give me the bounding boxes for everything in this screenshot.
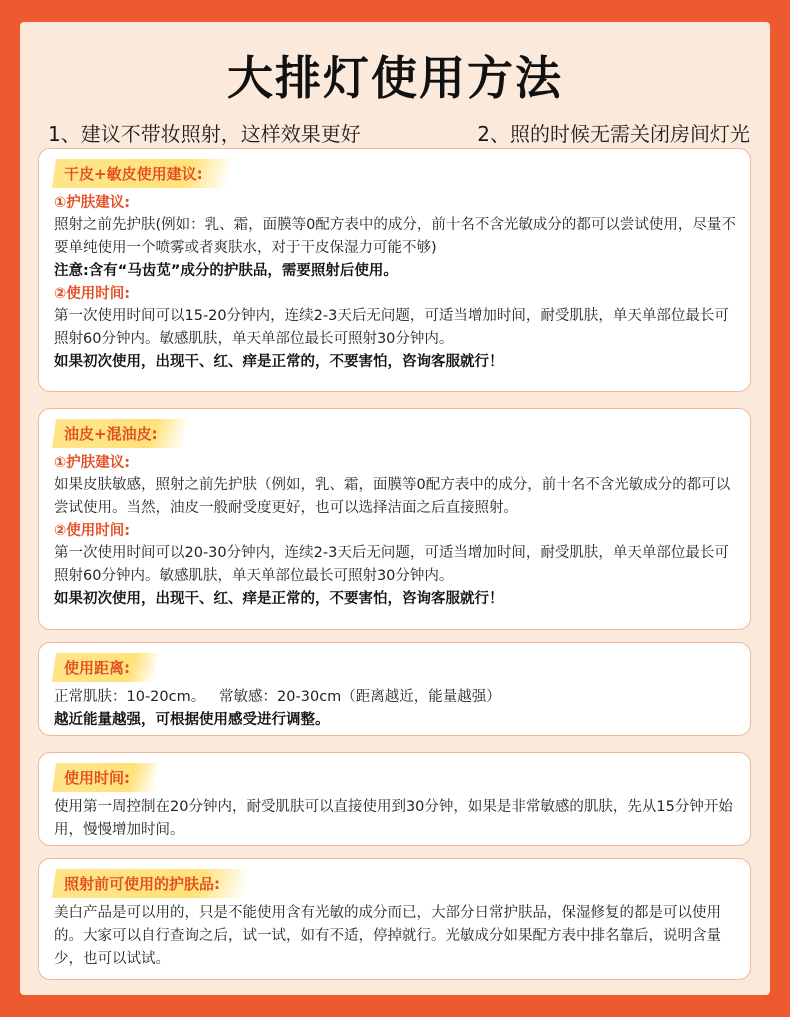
care-title: ①护肤建议:	[54, 455, 131, 471]
card-tag: 使用距离:	[52, 653, 158, 682]
time-title: ②使用时间:	[54, 523, 131, 539]
card-distance	[38, 642, 751, 736]
card-tag: 干皮+敏皮使用建议:	[52, 159, 231, 188]
distance-bold: 越近能量越强，可根据使用感受进行调整。	[54, 712, 330, 728]
time-title: ②使用时间:	[54, 286, 131, 302]
card-duration	[38, 752, 751, 846]
care-title: ①护肤建议:	[54, 195, 131, 211]
warn-text: 如果初次使用，出现干、红、痒是正常的，不要害怕，咨询客服就行！	[54, 591, 504, 607]
page-frame	[20, 22, 770, 995]
warn-text: 如果初次使用，出现干、红、痒是正常的，不要害怕，咨询客服就行！	[54, 354, 504, 370]
tip-1: 1、建议不带妆照射，这样效果更好	[48, 122, 361, 146]
time-text: 第一次使用时间可以15-20分钟内，连续2-3天后无问题，可适当增加时间，耐受肌肤，单天单部位最长可照射60分钟内。敏感肌肤，单天单部位最长可照射30分钟内。	[54, 308, 729, 347]
duration-text: 使用第一周控制在20分钟内，耐受肌肤可以直接使用到30分钟，如果是非常敏感的肌肤，先从15分钟开始用，慢慢增加时间。	[54, 799, 733, 838]
care-text: 如果皮肤敏感，照射之前先护肤（例如，乳、霜，面膜等0配方表中的成分，前十名不含光敏成分的都可以尝试使用。当然，油皮一般耐受度更好，也可以选择洁面之后直接照射。	[54, 477, 731, 516]
card-skincare	[38, 858, 751, 980]
card-tag: 油皮+混油皮:	[52, 419, 186, 448]
note-text: 注意:含有“马齿苋”成分的护肤品，需要照射后使用。	[54, 263, 398, 279]
tips-row	[48, 118, 750, 147]
card-tag: 使用时间:	[52, 763, 158, 792]
skincare-text: 美白产品是可以用的，只是不能使用含有光敏的成分而已，大部分日常护肤品，保湿修复的都是可以使用的。大家可以自行查询之后，试一试，如有不适，停掉就行。光敏成分如果配方表中排名靠后，说明含量少，也可以试试。	[54, 905, 721, 967]
distance-text: 正常肌肤：10-20cm。 常敏感：20-30cm（距离越近，能量越强）	[54, 689, 501, 705]
card-oily-skin	[38, 408, 751, 630]
card-tag: 照射前可使用的护肤品:	[52, 869, 248, 898]
care-text: 照射之前先护肤(例如：乳、霜，面膜等0配方表中的成分，前十名不含光敏成分的都可以尝试使用，尽量不要单纯使用一个喷雾或者爽肤水，对于干皮保湿力可能不够)	[54, 217, 736, 256]
card-dry-skin	[38, 148, 751, 392]
time-text: 第一次使用时间可以20-30分钟内，连续2-3天后无问题，可适当增加时间，耐受肌肤，单天单部位最长可照射60分钟内。敏感肌肤，单天单部位最长可照射30分钟内。	[54, 545, 729, 584]
page-title: 大排灯使用方法	[227, 51, 563, 105]
tip-2: 2、照的时候无需关闭房间灯光	[477, 122, 750, 146]
